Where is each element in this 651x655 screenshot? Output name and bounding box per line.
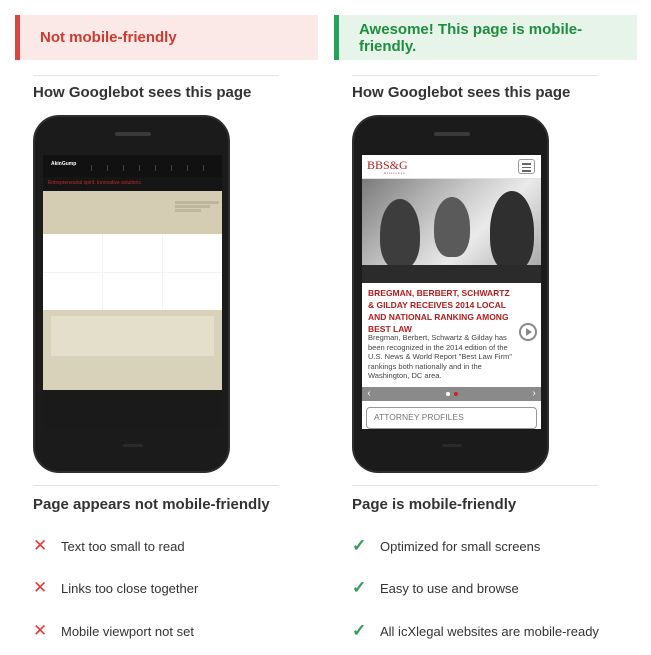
verdict-heading: Page appears not mobile-friendly bbox=[33, 496, 270, 513]
phone-mockup bbox=[352, 115, 549, 473]
cross-icon: ✕ bbox=[33, 536, 48, 555]
person-figure bbox=[380, 199, 420, 269]
phone-home-button bbox=[123, 444, 143, 447]
play-icon[interactable] bbox=[519, 323, 537, 341]
phone-home-button bbox=[442, 444, 462, 447]
divider bbox=[352, 485, 598, 486]
person-figure bbox=[490, 191, 534, 271]
site-news-grid bbox=[43, 234, 222, 310]
mobile-friendly-banner: Awesome! This page is mobile-friendly. bbox=[334, 15, 637, 60]
chevron-left-icon[interactable]: ‹ bbox=[367, 388, 371, 399]
article-headline[interactable]: BREGMAN, BERBERT, SCHWARTZ & GILDAY RECEIVES 2014 LOCAL AND NATIONAL RANKING AMONG BEST LAW bbox=[368, 288, 510, 334]
article-summary: Bregman, Berbert, Schwartz & Gilday has been recognized in the 2014 edition of the U.S. News & World Report "Best Law Firm" rankings both nationally and in the Washington, DC area. bbox=[368, 333, 512, 380]
person-figure bbox=[434, 197, 470, 257]
site-logo: AkinGump bbox=[51, 161, 77, 167]
news-cell bbox=[43, 273, 102, 311]
check-icon: ✓ bbox=[352, 578, 367, 597]
site-lower-panel bbox=[51, 316, 214, 356]
site-header bbox=[362, 155, 541, 179]
issue-item bbox=[33, 536, 185, 556]
issue-item bbox=[33, 621, 194, 641]
mobile-friendly-panel bbox=[334, 0, 637, 655]
site-header bbox=[43, 155, 222, 177]
divider bbox=[33, 75, 279, 76]
check-item bbox=[352, 621, 599, 641]
googlebot-view-heading: How Googlebot sees this page bbox=[352, 84, 571, 101]
site-nav bbox=[91, 165, 217, 171]
not-mobile-friendly-panel bbox=[15, 0, 318, 655]
slider-controls bbox=[362, 387, 541, 401]
issue-label: Text too small to read bbox=[61, 538, 185, 554]
not-mobile-friendly-banner: Not mobile-friendly bbox=[15, 15, 318, 60]
site-lower-section bbox=[43, 310, 222, 390]
googlebot-view-heading: How Googlebot sees this page bbox=[33, 84, 252, 101]
cross-icon: ✕ bbox=[33, 621, 48, 640]
phone-speaker bbox=[115, 132, 151, 136]
issue-item bbox=[33, 578, 198, 598]
site-footer bbox=[43, 390, 222, 429]
mobile-site-screen bbox=[362, 155, 541, 429]
check-item bbox=[352, 578, 519, 598]
site-logo: BBS&G bbox=[367, 158, 408, 172]
check-label: Optimized for small screens bbox=[380, 538, 541, 554]
check-icon: ✓ bbox=[352, 621, 367, 640]
cross-icon: ✕ bbox=[33, 578, 48, 597]
site-hero-text bbox=[175, 201, 219, 212]
slide-dot-active[interactable] bbox=[454, 392, 458, 396]
check-item bbox=[352, 536, 540, 556]
check-label: Easy to use and browse bbox=[380, 580, 519, 596]
news-cell bbox=[103, 234, 162, 272]
divider bbox=[352, 75, 598, 76]
hero-photo bbox=[362, 179, 541, 283]
desktop-site-screen bbox=[43, 155, 222, 429]
news-cell bbox=[163, 234, 222, 272]
issue-label: Links too close together bbox=[61, 580, 199, 596]
site-tagline: Entrepreneurial spirit. Innovative solutions. bbox=[43, 177, 222, 191]
site-logo-subtitle: Attorneys bbox=[384, 171, 406, 175]
news-cell bbox=[103, 273, 162, 311]
table-shape bbox=[362, 265, 541, 283]
slide-dot[interactable] bbox=[446, 392, 450, 396]
chevron-right-icon[interactable]: › bbox=[532, 388, 536, 399]
site-hero bbox=[43, 191, 222, 234]
hamburger-menu-icon[interactable] bbox=[518, 159, 535, 174]
attorney-profiles-button[interactable]: ATTORNEY PROFILES bbox=[366, 407, 537, 429]
check-icon: ✓ bbox=[352, 536, 367, 555]
news-cell bbox=[163, 273, 222, 311]
issue-label: Mobile viewport not set bbox=[61, 623, 194, 639]
divider bbox=[33, 485, 279, 486]
phone-mockup bbox=[33, 115, 230, 473]
phone-speaker bbox=[434, 132, 470, 136]
news-cell bbox=[43, 234, 102, 272]
check-label: All icXlegal websites are mobile-ready bbox=[380, 623, 599, 639]
verdict-heading: Page is mobile-friendly bbox=[352, 496, 517, 513]
